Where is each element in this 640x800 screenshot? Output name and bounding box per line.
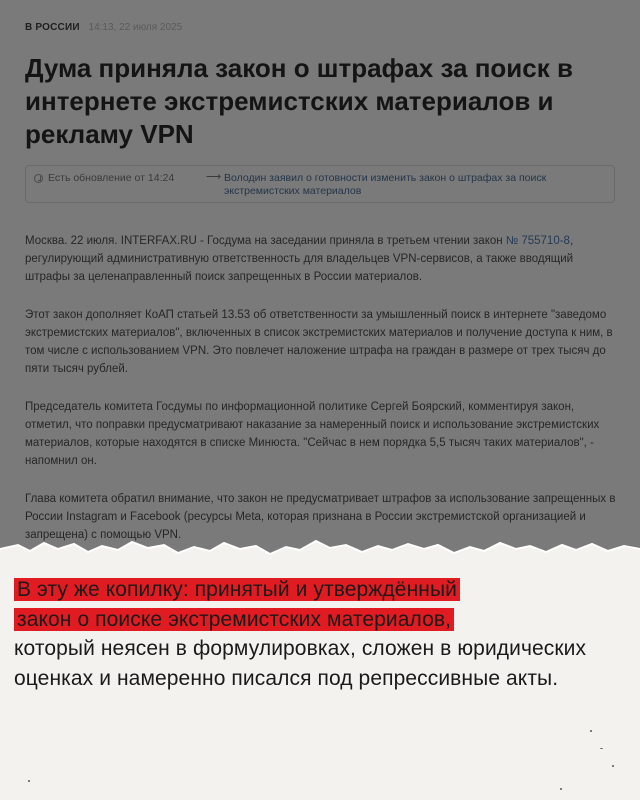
paragraph-1-text-b: , регулирующий административную ответственность для владельцев VPN-сервисов, а также вводящий штрафы за целенаправленный поиск запрещенных в России материалов.	[25, 235, 574, 283]
highlighted-line-2: закон о поиске экстремистских материалов,	[14, 608, 454, 631]
section-label[interactable]: В РОССИИ	[25, 22, 80, 33]
paper-speck	[612, 765, 614, 767]
update-link[interactable]: Володин заявил о готовности изменить закон о штрафах за поиск экстремистских материалов	[224, 172, 547, 197]
paper-speck	[560, 788, 562, 790]
paragraph-2: Этот закон дополняет КоАП статьей 13.53 об ответственности за умышленный поиск в интернете "заведомо экстремистских материалов", включенных в список экстремистских материалов и получение доступа к ним, в том числе с использованием VPN. Это повлечет наложение штрафа на граждан в размере от трех тысяч до пяти тысяч рублей.	[25, 309, 613, 375]
article-timestamp: 14:13, 22 июля 2025	[88, 22, 183, 33]
paragraph-3: Председатель комитета Госдумы по информационной политике Сергей Боярский, комментируя закон, отметил, что поправки предусматривают наказание за намеренный поиск и использование экстремистских материалов, которые находятся в списке Минюста. "Сейчас в нем порядка 5,5 тысяч таких материалов", - напомнил он.	[25, 401, 600, 467]
commentary-rest: который неясен в формулировках, сложен в юридических оценках и намеренно писался под репрессивные акты.	[14, 637, 587, 690]
article-meta	[25, 22, 182, 33]
paragraph-1	[25, 232, 620, 286]
paragraph-1-text-a: Москва. 22 июля. INTERFAX.RU - Госдума на заседании приняла в третьем чтении закон	[25, 235, 506, 247]
arrow-right-icon: ⟶	[206, 171, 222, 183]
paper-speck	[590, 730, 592, 732]
update-box[interactable]	[25, 165, 615, 203]
highlighted-line-1: В эту же копилку: принятый и утверждённый	[14, 578, 460, 601]
commentary-text	[14, 575, 629, 693]
paper-speck	[600, 748, 603, 749]
article-headline: Дума приняла закон о штрафах за поиск в интернете экстремистских материалов и рекламу VPN	[25, 53, 573, 149]
law-number-link[interactable]: № 755710-8	[505, 235, 570, 247]
update-label: Есть обновление от 14:24	[48, 172, 175, 184]
paper-speck	[28, 780, 30, 782]
paragraph-4: Глава комитета обратил внимание, что закон не предусматривает штрафов за использование запрещенных в России Instagram и Facebook (ресурсы Meta, которая признана в России экстремистской организацией и запрещена) с помощью VPN.	[25, 493, 616, 541]
clock-icon	[34, 174, 43, 183]
